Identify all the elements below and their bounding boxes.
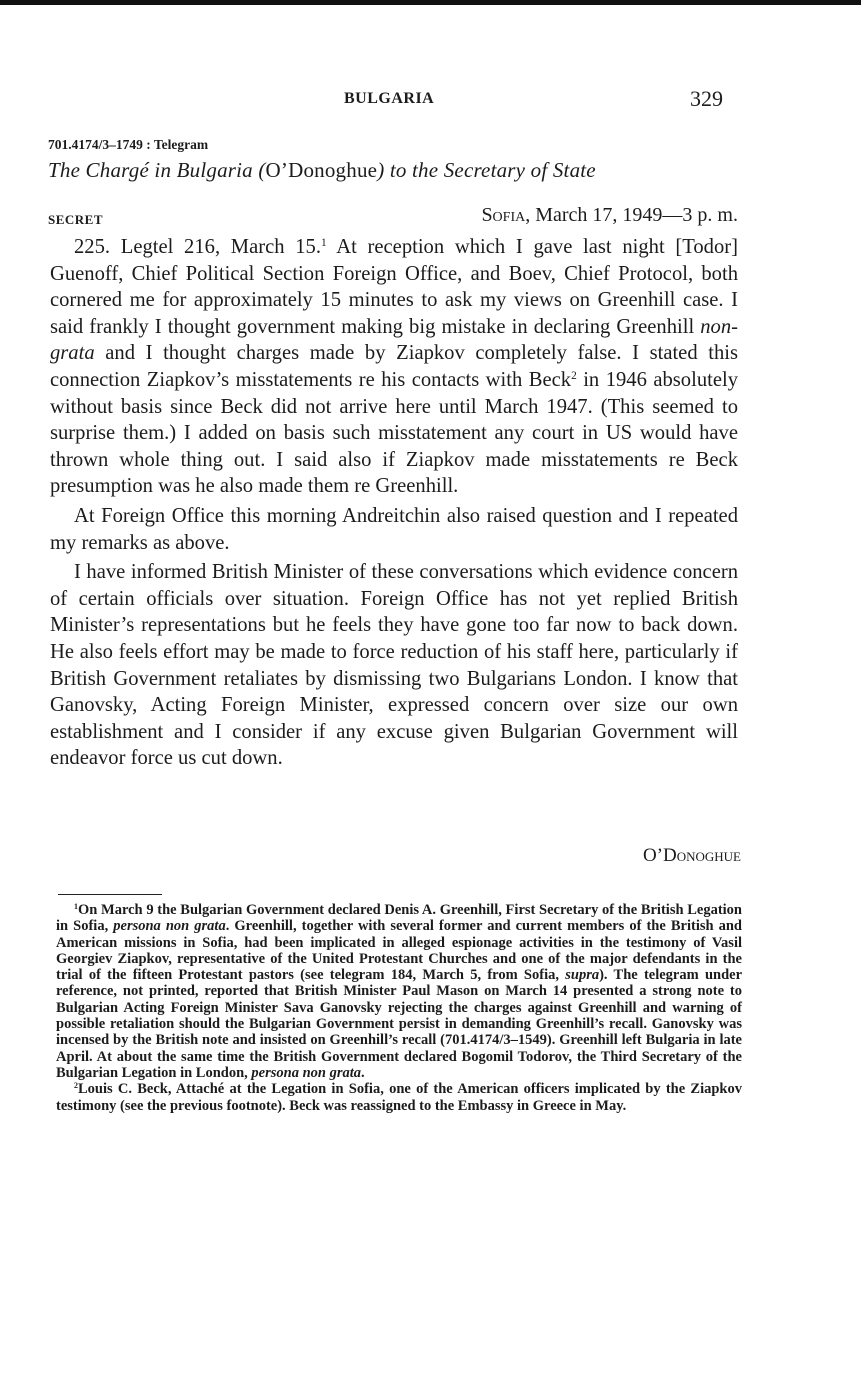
running-head: [0, 86, 861, 116]
top-border-rule: [0, 0, 861, 5]
footnote-separator: [58, 894, 162, 895]
body-paragraph-3: I have informed British Minister of these conversations which evidence concern of certain officials over situation. Foreign Office has not yet replied British Minister’s representations but he feels they have gone too far now to back down. He also feels effort may be made to force reduction of his staff here, particularly if British Government retaliates by dismissing two Bulgarians London. I know that Ganovsky, Acting Foreign Minister, expressed concern over size our own establishment and I consider if any excuse given Bulgarian Government will endeavor force us cut down.: [50, 561, 738, 770]
file-number: 701.4174/3–1749 : Telegram: [48, 137, 209, 152]
title-prefix: The Chargé in Bulgaria (: [48, 158, 266, 182]
fn2-text: Louis C. Beck, Attaché at the Legation in Sofia, one of the American officers implicated by the Ziapkov testimony (see the previous footnote). Beck was reassigned to the Embassy in Greece in May.: [56, 1081, 742, 1114]
page-number: 329: [690, 86, 723, 111]
footnote-ref-2: 2: [571, 370, 577, 383]
footnote-2-mark: 2: [74, 1081, 78, 1091]
p1-text-b: At reception which I gave last night [Todor] Guenoff, Chief Political Section Foreign Office, and Boev, Chief Protocol, both cornered me for approximately 15 minutes to ask my views on Greenhill case. I said frankly I thought government making big mistake in declaring Greenhill: [50, 236, 738, 338]
title-suffix: ) to the Secretary of State: [377, 158, 596, 182]
p1-italic-term: non-grata: [50, 315, 738, 365]
classification-marking: SECRET: [48, 212, 104, 227]
running-head-title: BULGARIA: [344, 90, 435, 107]
title-name: O’Donoghue: [265, 158, 378, 182]
p1-text-d: in 1946 absolutely without basis since Beck did not arrive here until March 1947. (This seemed to surprise them.) I added on basis such misstatement any court in US would have thrown whole thing out. I said also if Ziapkov made misstatements re Beck presumption was he also made them re Greenhill.: [50, 368, 738, 498]
fn1-italic-3: persona non grata: [251, 1064, 361, 1081]
dateline-date: , March 17, 1949—3 p. m.: [525, 204, 738, 226]
footnote-1-mark: 1: [74, 902, 78, 912]
body-paragraph-1: [50, 234, 738, 500]
fn1-text-a: On March 9 the Bulgarian Government declared Denis A. Greenhill, First Secretary of the British Legation in Sofia,: [56, 902, 742, 935]
fn1-text-b: . Greenhill, together with several former and current members of the British and American missions in Sofia, had been implicated in alleged espionage activities in the testimony of Vasil Georgiev Ziapkov, representative of the United Protestant Churches and one of the major defendants in the trial of the fifteen Protestant pastors (see telegram 184, March 5, from Sofia,: [56, 918, 743, 984]
fn1-text-c: ). The telegram under reference, not printed, reported that British Minister Paul Mason on March 14 presented a strong note to Bulgarian Acting Foreign Minister Sava Ganovsky rejecting the charges against Greenhill and warning of possible retaliation should the Bulgarian Government persist in demanding Greenhill’s recall. Ganovsky was incensed by the British note and insisted on Greenhill’s recall (701.4174/3–1549). Greenhill left Bulgaria in late April. At about the same time the British Government declared Bogomil Todorov, the Third Secretary of the Bulgarian Legation in London,: [56, 967, 743, 1081]
footnote-1: [56, 902, 742, 1081]
p1-text-a: 225. Legtel 216, March 15.: [74, 236, 321, 258]
body-paragraph-2: At Foreign Office this morning Andreitchin also raised question and I repeated my remarks as above.: [50, 504, 738, 554]
dateline-place: Sofia: [481, 204, 526, 226]
dateline: [481, 204, 738, 227]
footnotes: [56, 902, 742, 1114]
p1-text-c: and I thought charges made by Ziapkov completely false. I stated this connection Ziapkov’s misstatements re his contacts with Beck: [50, 342, 738, 391]
dateline-row: [48, 204, 738, 230]
signature: O’Donoghue: [642, 845, 741, 866]
document-title: [48, 158, 738, 183]
telegram-body: [50, 234, 738, 772]
fn1-text-d: .: [361, 1064, 365, 1081]
footnote-2: [56, 1081, 742, 1114]
footnote-ref-1: 1: [321, 237, 327, 250]
fn1-italic-1: persona non grata: [113, 918, 226, 935]
fn1-italic-2: supra: [565, 967, 600, 984]
